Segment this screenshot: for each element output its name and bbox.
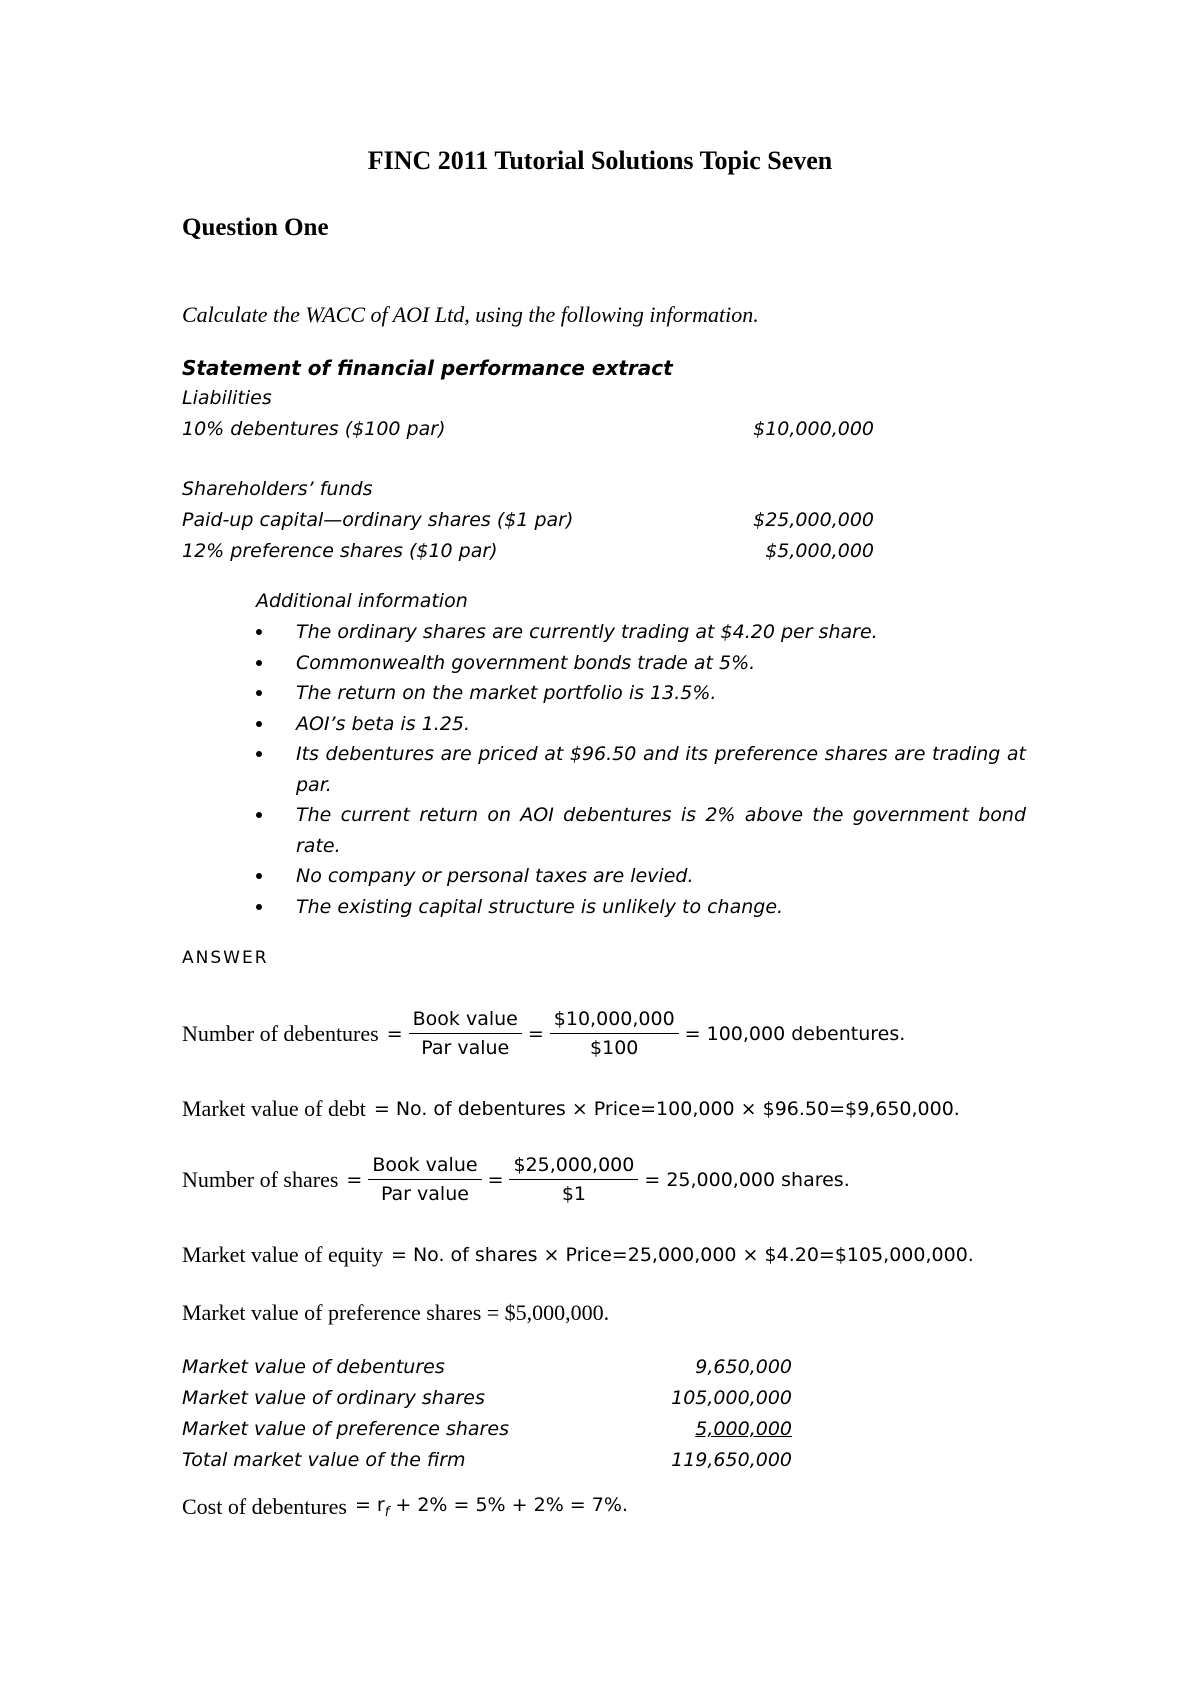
preference-amount: $5,000,000 — [765, 540, 874, 562]
additional-list — [246, 617, 1026, 922]
fraction-book-par — [368, 1154, 481, 1205]
question-prompt: Calculate the WACC of AOI Ltd, using the following information. — [182, 302, 759, 327]
shareholders-label: Shareholders’ funds — [182, 478, 373, 500]
equation-body: = No. of shares × Price=25,000,000 × $4.20=$105,000,000. — [391, 1244, 974, 1266]
page-title: FINC 2011 Tutorial Solutions Topic Seven — [367, 146, 833, 175]
list-item: AOI’s beta is 1.25. — [246, 709, 1026, 740]
equation-label: Number of shares — [182, 1166, 339, 1192]
equation-market-value-equity — [182, 1242, 974, 1268]
list-item: Its debentures are priced at $96.50 and its preference shares are trading at par. — [246, 739, 1026, 800]
fraction-denominator: Par value — [380, 1183, 469, 1205]
equation-label: Market value of debt — [182, 1096, 366, 1121]
table-row-label: Market value of preference shares — [182, 1418, 509, 1440]
table-row-total — [182, 1449, 792, 1471]
statement-heading: Statement of financial performance extract — [182, 356, 673, 380]
fraction-numerator: Book value — [368, 1154, 481, 1180]
equation-label: Market value of equity — [182, 1242, 383, 1267]
bullet-icon — [256, 873, 262, 879]
equation-number-of-shares — [182, 1154, 850, 1205]
table-row-value: 119,650,000 — [671, 1449, 792, 1471]
equation-label: Number of debentures — [182, 1020, 379, 1046]
bullet-icon — [256, 629, 262, 635]
bullet-icon — [256, 721, 262, 727]
equation-body: = No. of debentures × Price=100,000 × $96.50=$9,650,000. — [373, 1098, 960, 1120]
equals-sign: = — [386, 1022, 403, 1045]
table-row — [182, 1387, 792, 1409]
fraction-numerator: Book value — [409, 1008, 522, 1034]
ordinary-label: Paid-up capital—ordinary shares ($1 par) — [182, 509, 574, 531]
fraction-values — [550, 1008, 679, 1059]
additional-heading: Additional information — [256, 590, 468, 612]
table-row-value: 5,000,000 — [695, 1418, 792, 1440]
equals-sign: = — [487, 1168, 504, 1191]
list-item: The return on the market portfolio is 13.5%. — [246, 678, 1026, 709]
fraction-denominator: Par value — [421, 1037, 510, 1059]
table-row-label: Total market value of the firm — [182, 1449, 466, 1471]
list-item: The existing capital structure is unlikely to change. — [246, 892, 1026, 923]
equation-label: Market value of preference shares = $5,000,000. — [182, 1300, 610, 1325]
bullet-icon — [256, 660, 262, 666]
equation-cost-of-debentures — [182, 1494, 628, 1520]
equals-sign: = — [346, 1168, 363, 1191]
debentures-label: 10% debentures ($100 par) — [182, 418, 446, 440]
list-item: No company or personal taxes are levied. — [246, 861, 1026, 892]
table-row-label: Market value of ordinary shares — [182, 1387, 485, 1409]
equation-number-of-debentures — [182, 1008, 905, 1059]
table-row — [182, 1356, 792, 1378]
bullet-icon — [256, 904, 262, 910]
bullet-icon — [256, 751, 262, 757]
equation-label: Cost of debentures — [182, 1494, 347, 1519]
table-row — [182, 1418, 792, 1440]
ordinary-amount: $25,000,000 — [753, 509, 874, 531]
fraction-numerator: $25,000,000 — [509, 1154, 638, 1180]
bullet-icon — [256, 690, 262, 696]
table-row-value: 9,650,000 — [695, 1356, 792, 1378]
list-item: The ordinary shares are currently trading at $4.20 per share. — [246, 617, 1026, 648]
fraction-book-par — [409, 1008, 522, 1059]
equation-prefix: = $r_f + 2\% = 5\% + 2\% = 7\%$. — [354, 1494, 628, 1520]
equation-market-value-debt — [182, 1096, 960, 1122]
equation-result: = 100,000 debentures. — [684, 1022, 906, 1045]
answer-label: ANSWER — [182, 948, 269, 968]
liabilities-label: Liabilities — [182, 387, 272, 409]
question-heading: Question One — [182, 214, 329, 241]
table-row-value: 105,000,000 — [671, 1387, 792, 1409]
debentures-amount: $10,000,000 — [753, 418, 874, 440]
equation-body: + 2% = 5% + 2% = 7%. — [389, 1494, 628, 1517]
equation-market-value-preference — [182, 1300, 609, 1326]
subscript: f — [384, 1504, 390, 1520]
fraction-numerator: $10,000,000 — [550, 1008, 679, 1034]
table-row-label: Market value of debentures — [182, 1356, 445, 1378]
list-item: The current return on AOI debentures is 2% above the government bond rate. — [246, 800, 1026, 861]
bullet-icon — [256, 812, 262, 818]
fraction-values — [509, 1154, 638, 1205]
equation-result: = 25,000,000 shares. — [644, 1168, 850, 1191]
equals-sign: = — [527, 1022, 544, 1045]
preference-label: 12% preference shares ($10 par) — [182, 540, 498, 562]
list-item: Commonwealth government bonds trade at 5%. — [246, 648, 1026, 679]
fraction-denominator: $1 — [561, 1183, 587, 1205]
fraction-denominator: $100 — [590, 1037, 639, 1059]
